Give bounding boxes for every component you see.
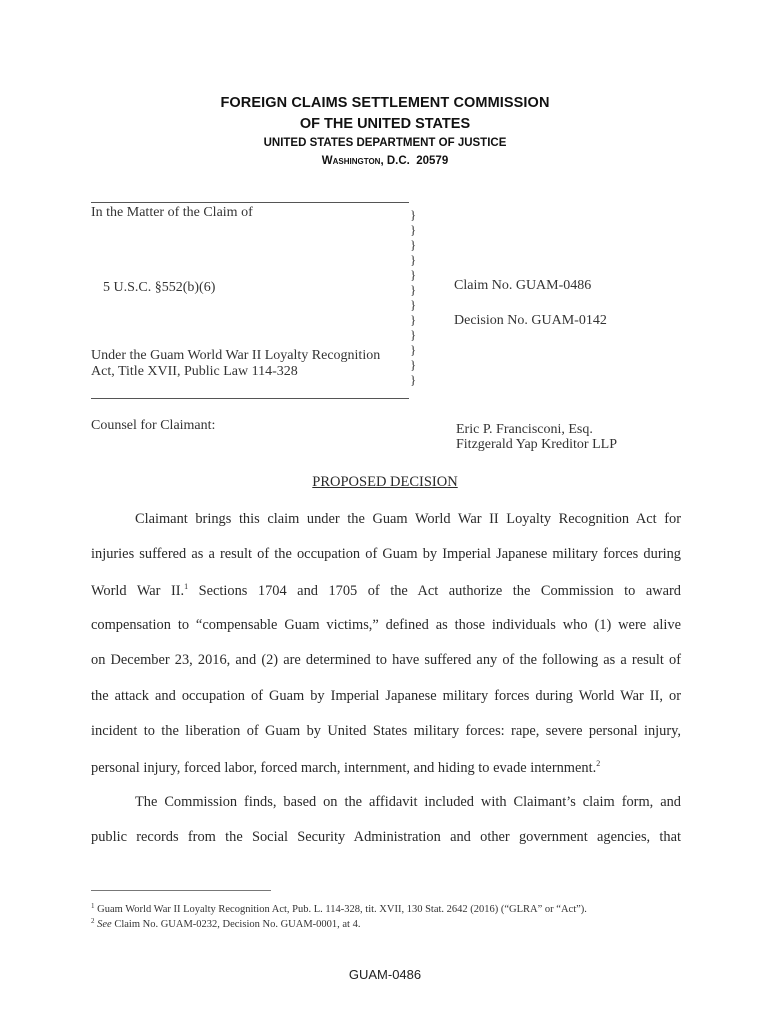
footnote-1-text: Guam World War II Loyalty Recognition Act, Pub. L. 114-328, tit. XVII, 130 Stat. 2642 (2016) (“GLRA” or “Act”). xyxy=(97,904,587,915)
paragraph-1-line-4: compensation to “compensable Guam victims,” defined as those individuals who (1) were alive xyxy=(91,617,681,633)
footnote-separator xyxy=(91,890,271,891)
line-3-start: World War II. xyxy=(91,583,185,599)
counsel-name: Eric P. Francisconi, Esq. xyxy=(456,422,593,437)
paragraph-2-line-2: public records from the Social Security Administration and other government agencies, that xyxy=(91,829,681,845)
caption-bottom-rule xyxy=(91,398,409,399)
footnote-2-signal: See xyxy=(97,919,112,930)
counsel-label: Counsel for Claimant: xyxy=(91,418,216,433)
department-name: UNITED STATES DEPARTMENT OF JUSTICE xyxy=(263,137,507,149)
redaction-citation: 5 U.S.C. §552(b)(6) xyxy=(103,280,216,295)
address-line xyxy=(0,155,770,167)
decision-number: Decision No. GUAM-0142 xyxy=(454,313,607,328)
footnote-2-text: Claim No. GUAM-0232, Decision No. GUAM-0001, at 4. xyxy=(114,919,361,930)
footnote-2 xyxy=(91,917,691,930)
footnote-1-number: 1 xyxy=(91,902,95,910)
act-line-1: Under the Guam World War II Loyalty Recognition xyxy=(91,348,381,363)
page-footer-claim-id: GUAM-0486 xyxy=(348,967,422,982)
line-8-text: personal injury, forced labor, forced march, internment, and hiding to evade internment. xyxy=(91,760,597,776)
paragraph-1-line-5: on December 23, 2016, and (2) are determined to have suffered any of the following as a result of xyxy=(91,652,681,668)
commission-name: FOREIGN CLAIMS SETTLEMENT COMMISSION xyxy=(220,95,550,111)
paragraph-1-line-2: injuries suffered as a result of the occupation of Guam by Imperial Japanese military forces during xyxy=(91,546,681,562)
footnote-1 xyxy=(91,902,691,915)
document-title: PROPOSED DECISION xyxy=(312,474,458,490)
footnote-2-number: 2 xyxy=(91,917,95,925)
caption-bracket: } } } } } } } } } } } } xyxy=(410,207,417,387)
footnote-ref-1[interactable]: 1 xyxy=(184,582,189,591)
address-zip: 20579 xyxy=(416,155,449,167)
counsel-firm: Fitzgerald Yap Kreditor LLP xyxy=(456,437,617,452)
paragraph-1-line-1: Claimant brings this claim under the Guam World War II Loyalty Recognition Act for xyxy=(135,511,681,527)
line-3-end: Sections 1704 and 1705 of the Act authorize the Commission to award xyxy=(198,583,681,599)
act-line-2: Act, Title XVII, Public Law 114-328 xyxy=(91,364,298,379)
paragraph-1-line-7: incident to the liberation of Guam by United States military forces: rape, severe personal injury, xyxy=(91,723,681,739)
footnote-ref-2[interactable]: 2 xyxy=(596,759,601,768)
paragraph-1-line-8 xyxy=(91,759,681,777)
paragraph-1-line-3 xyxy=(91,582,681,600)
paragraph-1-line-6: the attack and occupation of Guam by Imperial Japanese military forces during World War II, or xyxy=(91,688,681,704)
matter-label: In the Matter of the Claim of xyxy=(91,205,253,220)
paragraph-2-line-1: The Commission finds, based on the affidavit included with Claimant’s claim form, and xyxy=(135,794,681,810)
caption-top-rule xyxy=(91,202,409,203)
commission-country: OF THE UNITED STATES xyxy=(299,116,471,132)
address-city: Washington, D.C. xyxy=(321,155,410,167)
claim-number: Claim No. GUAM-0486 xyxy=(454,278,592,293)
